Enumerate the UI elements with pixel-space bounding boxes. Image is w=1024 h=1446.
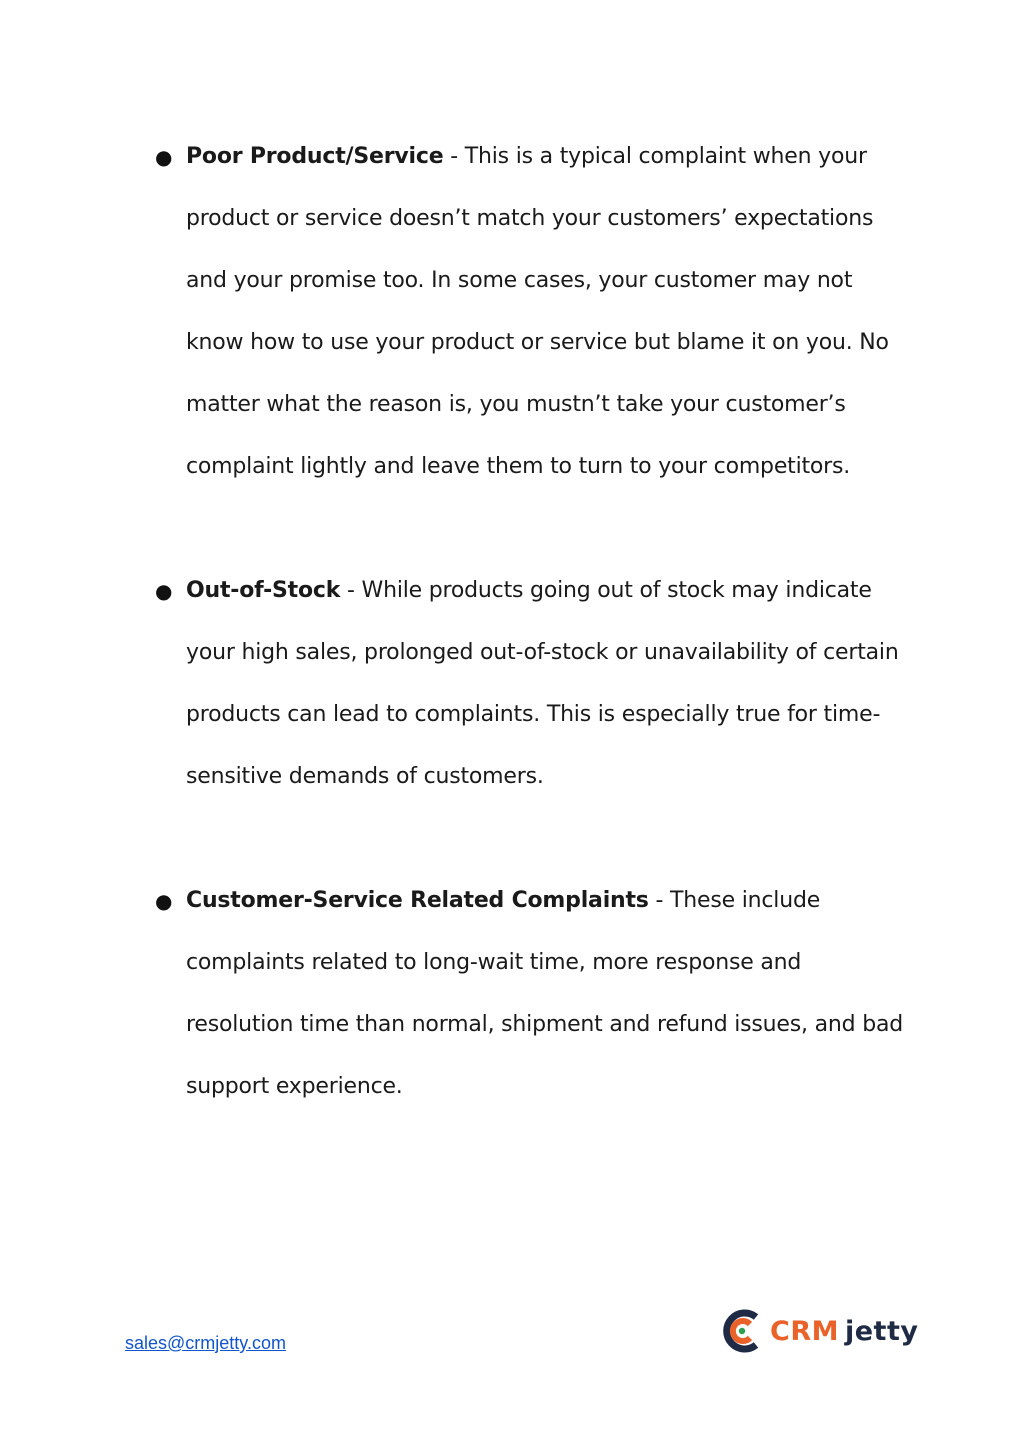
crmjetty-logo [720, 1306, 918, 1356]
crmjetty-logo-icon [720, 1308, 764, 1354]
bullet-term: Customer-Service Related Complaints [186, 888, 649, 913]
bullet-text: - These include complaints related to long-wait time, more response and resolution time than normal, shipment and refund issues, and bad support experience. [186, 888, 904, 1099]
bullet-dot-icon: ● [155, 579, 173, 603]
document-body [155, 126, 915, 1180]
bullet-item-poor-product [155, 126, 915, 498]
bullet-term: Out-of-Stock [186, 578, 341, 603]
bullet-item-customer-service [155, 870, 915, 1118]
logo-crm-text: CRM [770, 1315, 839, 1347]
bullet-item-out-of-stock [155, 560, 915, 808]
bullet-term: Poor Product/Service [186, 144, 444, 169]
bullet-dot-icon: ● [155, 145, 173, 169]
bullet-text: - This is a typical complaint when your product or service doesn’t match your customers’ expectations and your promise too. In some cases, your customer may not know how to use your product or service but blame it on you. No matter what the reason is, you mustn’t take your customer’s complaint lightly and leave them to turn to your competitors. [186, 144, 889, 479]
sales-email-link[interactable]: sales@crmjetty.com [125, 1333, 286, 1353]
bullet-text: - While products going out of stock may indicate your high sales, prolonged out-of-stock or unavailability of certain products can lead to complaints. This is especially true for time-sensitive demands of customers. [186, 578, 899, 789]
logo-wordmark [770, 1316, 918, 1347]
bullet-dot-icon: ● [155, 889, 173, 913]
logo-jetty-text: jetty [844, 1315, 919, 1347]
